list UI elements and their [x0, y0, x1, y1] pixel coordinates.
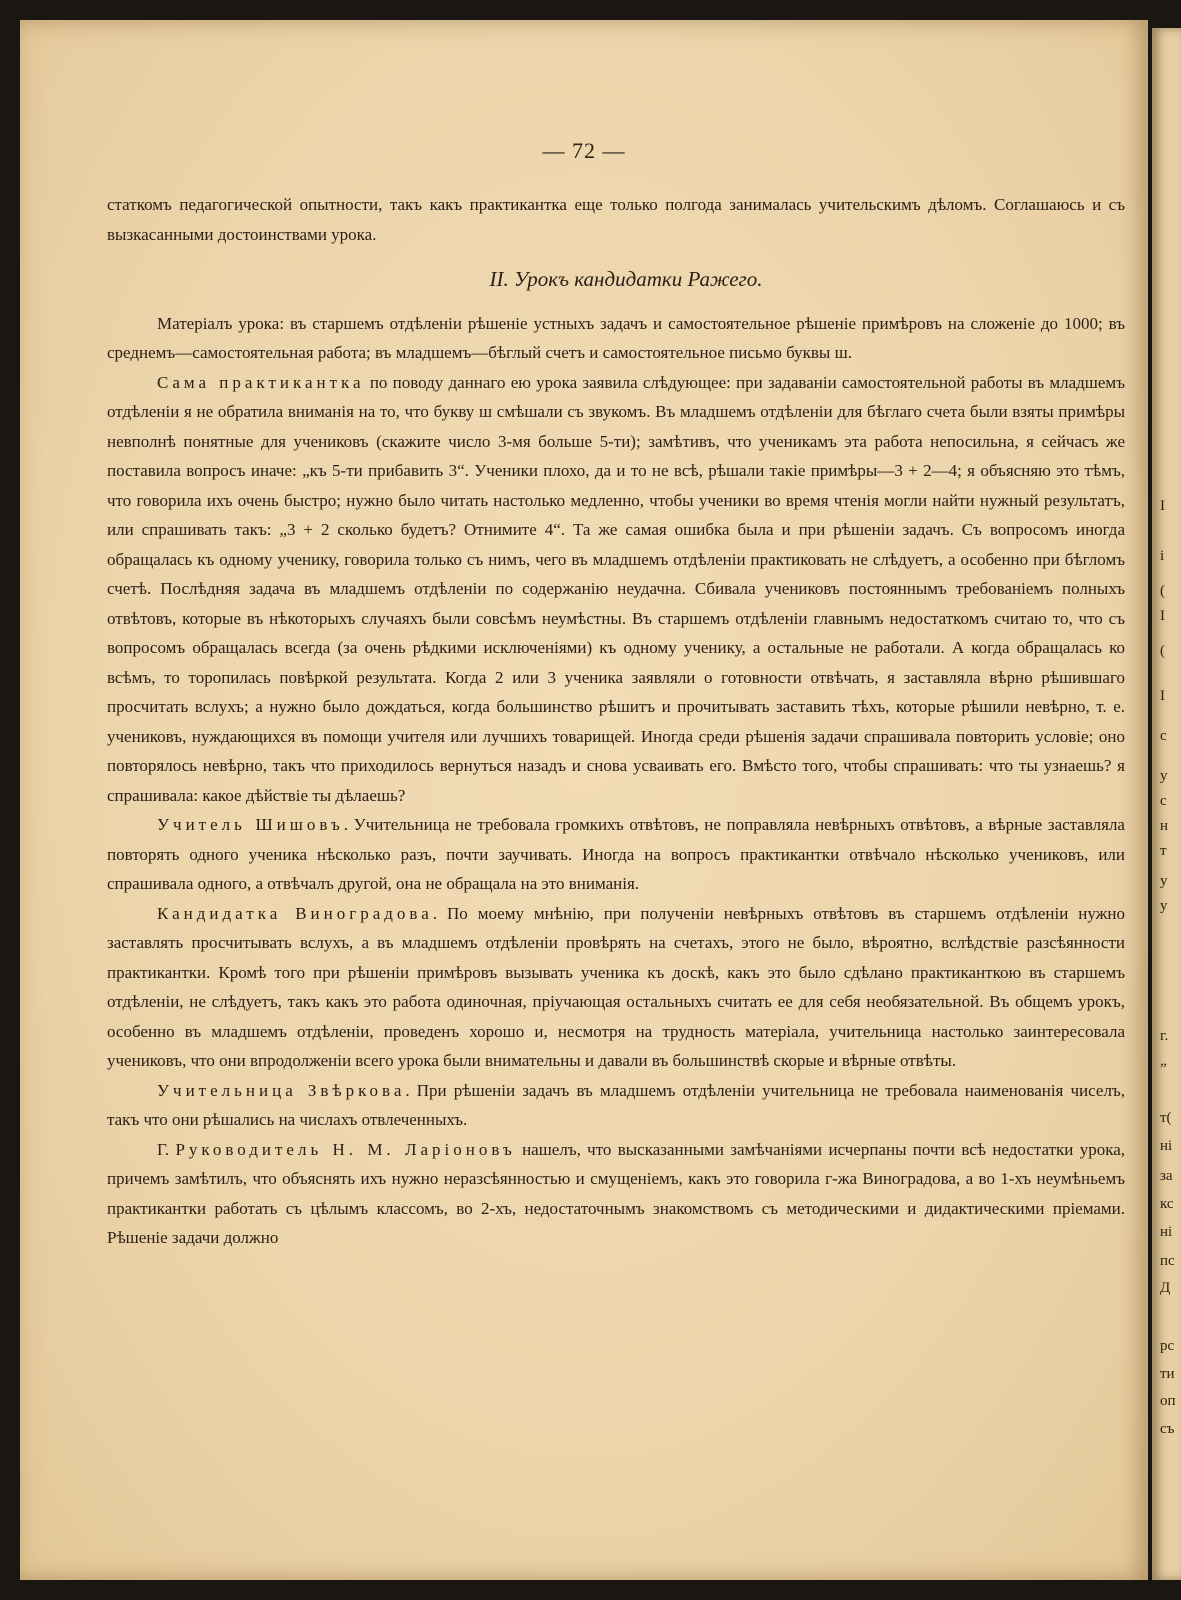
- paragraph-teacher-shishov: [107, 810, 1125, 899]
- facing-page-fragment: ні: [1160, 1138, 1173, 1154]
- facing-page-fragment: н: [1160, 818, 1169, 834]
- paragraph-text: . По моему мнѣнію, при полученіи невѣрныхъ отвѣтовъ въ старшемъ отдѣленіи нужно заставлять просчитывать вслухъ, а въ младшемъ отдѣленіи провѣрять на счетахъ, этого не было, вѣроятно, вслѣдствіе разсѣянности практикантки. Кромѣ того при рѣшеніи примѣровъ вызывать ученика къ доскѣ, какъ это было сдѣлано практиканткою въ старшемъ отдѣленіи, не слѣдуетъ, такъ какъ это работа одиночная, пріучающая остальныхъ считать ее для себя необязательной. Въ общемъ урокъ, особенно въ младшемъ отдѣленіи, проведенъ хорошо и, несмотря на трудность матеріала, учительница настолько заинтересовала учениковъ, что они впродолженіи всего урока были внимательны и давали въ большинствѣ скорые и вѣрные отвѣты.: [107, 903, 1125, 1070]
- facing-page-fragment: (: [1160, 583, 1165, 599]
- facing-page-fragment: c: [1160, 793, 1167, 809]
- paragraph-teacher-zverkova: [107, 1076, 1125, 1135]
- paragraph-supervisor-larionov: [107, 1135, 1125, 1253]
- paragraph-lesson-material: Матеріалъ урока: въ старшемъ отдѣленіи рѣшеніе устныхъ задачъ и самостоятельное рѣшеніе примѣровъ на сложеніе до 1000; въ среднемъ—самостоятельная работа; въ младшемъ—бѣглый счетъ и самостоятельное письмо буквы ш.: [107, 313, 1125, 362]
- facing-page-fragment: съ: [1160, 1421, 1175, 1437]
- facing-page-fragment: Д: [1160, 1280, 1171, 1296]
- paragraph-candidate-vinogradova: [107, 899, 1125, 1076]
- facing-page-fragment: г.: [1160, 1028, 1169, 1044]
- facing-page-fragment: „: [1160, 1053, 1167, 1069]
- paragraph-text: нашелъ, что высказанными замѣчаніями исчерпаны почти всѣ недостатки урока, причемъ замѣтилъ, что объяснять ихъ нужно неразсѣянностью и смущеніемъ, какъ это говорила г-жа Виноградова, а во 1-хъ неумѣньемъ практикантки работать съ цѣлымъ классомъ, во 2-хъ, недостаточнымъ знакомствомъ съ методическими и дидактическими пріемами. Рѣшеніе задачи должно: [107, 1139, 1125, 1247]
- facing-page-fragment: y: [1160, 768, 1168, 784]
- facing-page-fragment: (: [1160, 643, 1165, 659]
- facing-page-fragment: I: [1160, 608, 1165, 624]
- facing-page-fragment: ти: [1160, 1366, 1175, 1382]
- facing-page-fragment: рс: [1160, 1338, 1175, 1354]
- facing-page-fragment: y: [1160, 898, 1168, 914]
- facing-page-fragment: т(: [1160, 1110, 1172, 1126]
- facing-page-fragment: I: [1160, 688, 1165, 704]
- speaker-name: Руководитель Н. М. Ларіоновъ: [175, 1139, 516, 1159]
- facing-page-edge: [1152, 28, 1181, 1580]
- facing-page-fragment: оп: [1160, 1393, 1176, 1409]
- speaker-name: Учитель Шишовъ: [157, 815, 344, 834]
- facing-page-fragment: y: [1160, 873, 1168, 889]
- facing-page-fragment: пс: [1160, 1253, 1175, 1269]
- page-number: — 72 —: [542, 138, 626, 163]
- book-page: [20, 20, 1148, 1580]
- facing-page-fragment: I: [1160, 498, 1165, 514]
- speaker-name: Учительница Звѣркова: [157, 1080, 406, 1100]
- facing-page-fragment: кс: [1160, 1196, 1174, 1212]
- facing-page-fragment: i: [1160, 548, 1165, 564]
- facing-page-fragment: за: [1160, 1168, 1173, 1184]
- speaker-name: Сама практикантка: [157, 372, 365, 392]
- speaker-prefix: Г.: [157, 1139, 176, 1159]
- section-heading: II. Урокъ кандидатки Ражего.: [489, 267, 763, 291]
- speaker-name: Кандидатка Виноградова: [157, 903, 433, 923]
- paragraph-text: по поводу даннаго ею урока заявила слѣдующее: при задаваніи самостоятельной работы въ младшемъ отдѣленіи я не обратила вниманія на то, что букву ш смѣшали съ звукомъ. Въ младшемъ отдѣленіи для бѣглаго счета были взяты примѣры невполнѣ понятные для учениковъ (скажите число 3-мя больше 5-ти); замѣтивъ, что ученикамъ эта работа непосильна, я сейчасъ же поставила вопросъ иначе: „къ 5-ти прибавить 3“. Ученики плохо, да и то не всѣ, рѣшали такіе примѣры—3 + 2—4; я объясняю это тѣмъ, что говорила ихъ очень быстро; нужно было читать настолько медленно, чтобы ученики во время чтенія могли найти нужный результатъ, или спрашивать такъ: „3 + 2 сколько будетъ? Отнимите 4“. Та же самая ошибка была и при рѣшеніи задачъ. Съ вопросомъ иногда обращалась къ одному ученику, говорила только съ нимъ, чего въ младшемъ отдѣленіи практиковать не слѣдуетъ, а особенно при бѣгломъ счетѣ. Послѣдняя задача въ младшемъ отдѣленіи по содержанію неудачна. Сбивала учениковъ постояннымъ требованіемъ полныхъ отвѣтовъ, которые въ нѣкоторыхъ случаяхъ были совсѣмъ неумѣстны. Въ старшемъ отдѣленіи главнымъ недостаткомъ считаю то, что съ вопросомъ обращалась всегда (за очень рѣдкими исключеніями) къ одному ученику, а остальные не работали. А когда обращалась ко всѣмъ, то торопилась повѣркой результата. Когда 2 или 3 ученика заявляли о готовности отвѣчать, я заставляла вѣрно рѣшившаго просчитать вслухъ; а нужно было дождаться, когда большинство рѣшитъ и прочитывать заставить тѣхъ, которые рѣшили невѣрно, т. е. учениковъ, нуждающихся въ помощи учителя или лучшихъ товарищей. Иногда среди рѣшенія задачи спрашивала повторить условіе; оно повторялось невѣрно, такъ что приходилось вернуться назадъ и снова усваивать его. Вмѣсто того, чтобы спрашивать: что ты узнаешь? я спрашивала: какое дѣйствіе ты дѣлаешь?: [107, 372, 1125, 805]
- paragraph-continuation: статкомъ педагогической опытности, такъ какъ практикантка еще только полгода занималась учительскимъ дѣломъ. Соглашаюсь и съ вызкасанными достоинствами урока.: [107, 195, 1125, 244]
- paragraph-trainee-statement: [107, 368, 1125, 811]
- facing-page-fragment: т: [1160, 843, 1167, 859]
- paragraph-text: . Учительница не требовала громкихъ отвѣтовъ, не поправляла невѣрныхъ отвѣтовъ, а вѣрные заставляла повторять одного ученика нѣсколько разъ, почти заучивать. Иногда на вопросъ практикантки отвѣчало нѣсколько учениковъ, или спрашивала одного, а отвѣчалъ другой, она не обращала на это вниманія.: [107, 815, 1125, 893]
- paragraph-text: . При рѣшеніи задачъ въ младшемъ отдѣленіи учительница не требовала наименованія чиселъ, такъ что они рѣшались на числахъ отвлеченныхъ.: [107, 1080, 1125, 1129]
- page-body: [107, 190, 1125, 1253]
- facing-page-fragment: c: [1160, 728, 1167, 744]
- facing-page-fragment: ні: [1160, 1224, 1173, 1240]
